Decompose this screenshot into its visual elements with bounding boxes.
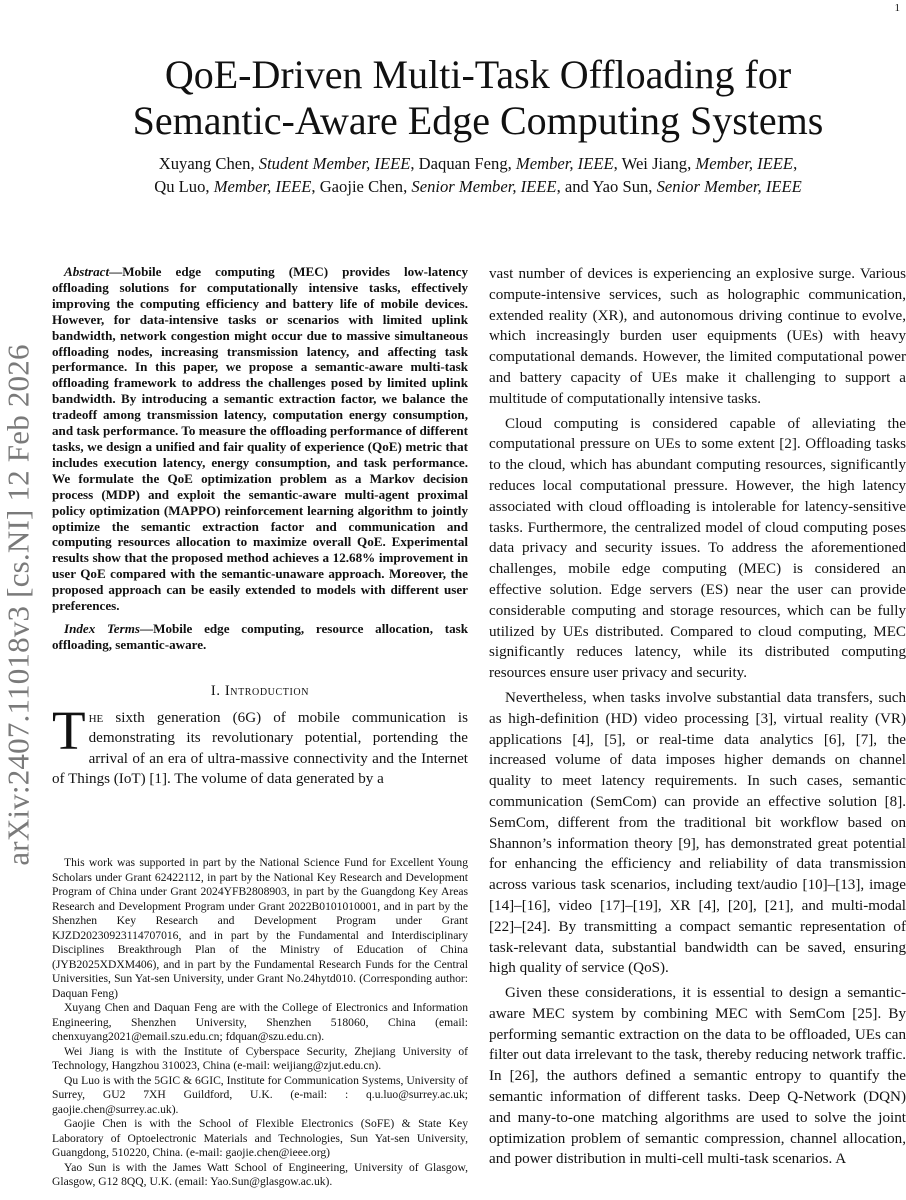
- footnote-affiliation: Xuyang Chen and Daquan Feng are with the College of Electronics and Information Engineering, Shenzhen University, Shenzhen 518060, China (email: chenxuyang2021@email.szu.edu.cn; fdquan@szu.edu.cn).: [52, 1001, 468, 1043]
- author-separator: ,: [793, 154, 798, 173]
- footnote-affiliation: Qu Luo is with the 5GIC & 6GIC, Institute for Communication Systems, University of Surrey, GU2 7XH Guildford, U.K. (e-mail: : q.u.luo@surrey.ac.uk; gaojie.chen@surrey.ac.uk).: [52, 1073, 468, 1116]
- page-number: 1: [894, 2, 900, 14]
- abstract-label: Abstract: [64, 264, 110, 279]
- left-column: [52, 264, 468, 789]
- section-number: I.: [210, 682, 225, 699]
- paper-title: [60, 52, 896, 144]
- author-role: Member, IEEE: [695, 154, 794, 173]
- paper-title-line-2: Semantic-Aware Edge Computing Systems: [132, 98, 824, 143]
- abstract-text: —Mobile edge computing (MEC) provides low-latency offloading solutions for computationally intensive tasks, effectively improving the computing efficiency and battery life of mobile devices. However, for data-intensive tasks or scenarios with limited uplink bandwidth, network congestion might occur due to massive simultaneous offloading nodes, increasing transmission latency, and affecting task performance. In this paper, we propose a semantic-aware multi-task offloading framework to address the challenges posed by limited uplink bandwidth. By introducing a semantic extraction factor, we balance the tradeoff among transmission latency, computation energy consumption, and task performance. To measure the offloading performance of different tasks, we design a unified and fair quality of experience (QoE) metric that includes execution latency, energy consumption, and task performance. We formulate the QoE optimization problem as a Markov decision process (MDP) and exploit the semantic-aware multi-agent proximal policy optimization (MAPPO) reinforcement learning algorithm to jointly optimize the semantic extraction factor and communication and computing resources allocation to maximize overall QoE. Experimental results show that the proposed method achieves a 12.68% improvement in user QoE compared with the semantic-unaware approach. Moreover, the proposed approach can be easily extended to models with different user preferences.: [52, 264, 468, 614]
- abstract: [52, 264, 468, 614]
- author-role: Senior Member, IEEE: [411, 177, 557, 196]
- drop-cap-word-rest: he: [88, 709, 104, 726]
- author-name: , Gaojie Chen,: [311, 177, 412, 196]
- drop-cap-letter: T: [52, 699, 86, 761]
- body-paragraph: Nevertheless, when tasks involve substantial data transfers, such as high-definition (HD) video processing [3], virtual reality (VR) applications [4], [5], or real-time data analytics [6], [7], the increased volume of data imposes higher demands on channel quality to meet latency requirements. In such cases, semantic communication (SemCom) can provide an effective solution [8]. SemCom, different from the traditional bit workflow based on Shannon’s information theory [9], has demonstrated great potential for enhancing the efficiency and reliability of data transmission across various task scenarios, including text/audio [10]–[13], image [14]–[16], video [17]–[19], XR [4], [20], [21], and multi-modal [22]–[24]. By transmitting a compact semantic representation of task-relevant data, substantial bandwidth can be saved, ensuring high quality of service (QoS).: [489, 689, 906, 977]
- author-name: Xuyang Chen,: [158, 154, 259, 173]
- body-paragraph: Cloud computing is considered capable of alleviating the computational pressure on UEs to some extent [2]. Offloading tasks to the cloud, which has abundant computing resources, significantly reduces local computational pressure. However, the high latency associated with cloud offloading is intolerable for latency-sensitive tasks. Furthermore, the centralized model of cloud computing poses data privacy and security issues. To address the aforementioned challenges, mobile edge computing (MEC) is considered an effective solution. Edge servers (ES) near the user can provide considerable computing and storage resources, which can be fully utilized by UEs distributed. Compared to cloud computing, MEC significantly reduces latency, while its distributed computing resources ensure user privacy and security.: [489, 415, 906, 682]
- paper-title-line-1: QoE-Driven Multi-Task Offloading for: [164, 52, 792, 97]
- author-role: Senior Member, IEEE: [656, 177, 802, 196]
- footnote-affiliation: Yao Sun is with the James Watt School of Engineering, University of Glasgow, Glasgow, G12 8QQ, U.K. (email: Yao.Sun@glasgow.ac.uk).: [52, 1160, 468, 1188]
- footnote-affiliation: Wei Jiang is with the Institute of Cyberspace Security, Zhejiang University of Technology, Hangzhou 310023, China (e-mail: weijiang@zjut.edu.cn).: [52, 1044, 468, 1072]
- introduction-paragraph: [52, 699, 468, 790]
- author-name: , Daquan Feng,: [410, 154, 516, 173]
- introduction-text: sixth generation (6G) of mobile communication is demonstrating its revolutionary potential, portending the arrival of an era of ultra-massive connectivity and the Internet of Things (IoT) [1]. The volume of data generated by a: [52, 709, 468, 787]
- author-name: , and Yao Sun,: [556, 177, 657, 196]
- section-heading-introduction: [52, 683, 468, 700]
- author-role: Member, IEEE: [515, 154, 614, 173]
- footnote-affiliation: Gaojie Chen is with the School of Flexible Electronics (SoFE) & State Key Laboratory of Optoelectronic Materials and Technologies, Sun Yat-sen University, Guangdong, 510220, China. (e-mail: gaojie.chen@ieee.org): [52, 1117, 468, 1159]
- footnote-funding: This work was supported in part by the National Science Fund for Excellent Young Scholars under Grant 62422112, in part by the National Key Research and Development Program of China under Grant 2024YFB2808903, in part by the Guangdong Key Areas Research and Development Program under Grant 2022B0101010001, and in part by the Shenzhen Key Research and Development Program under Grant KJZD20230923114707016, and in part by the Fundamental and Interdisciplinary Disciplines Breakthrough Plan of the Ministry of Education of China (JYB2025XDXM406), and in part by the Fundamental Research Funds for the Central Universities, Sun Yat-sen University, under Grant No.24hytd010. (Corresponding author: Daquan Feng): [52, 856, 468, 1000]
- author-name: , Wei Jiang,: [613, 154, 696, 173]
- arxiv-identifier-stamp: [2, 310, 36, 900]
- index-terms-label: Index Terms: [64, 620, 140, 636]
- index-terms-text: —Mobile edge computing, resource allocation, task offloading, semantic-aware.: [52, 620, 468, 652]
- body-paragraph: Given these considerations, it is essential to design a semantic-aware MEC system by combining MEC with SemCom [25]. By performing semantic extraction on the data to be offloaded, UEs can filter out data irrelevant to the task, thereby reducing network traffic. In [26], the authors defined a semantic entropy to quantify the semantic information of different tasks. Deep Q-Network (DQN) and many-to-one matching algorithms are used to solve the joint optimization problem of semantic compression, channel allocation, and power distribution in multi-cell multi-task scenarios. A: [489, 985, 906, 1168]
- arxiv-identifier-text: arXiv:2407.11018v3 [cs.NI] 12 Feb 2026: [1, 344, 37, 866]
- author-name: Qu Luo,: [154, 177, 214, 196]
- index-terms: [52, 621, 468, 653]
- author-role: Member, IEEE: [213, 177, 312, 196]
- section-title: Introduction: [224, 682, 310, 699]
- author-role: Student Member, IEEE: [258, 154, 411, 173]
- right-column: [489, 264, 906, 1170]
- footnotes: [52, 856, 468, 1190]
- author-list: [60, 152, 896, 198]
- body-paragraph: vast number of devices is experiencing an explosive surge. Various compute-intensive services, such as holographic communication, extended reality (XR), and autonomous driving continue to evolve, which increasingly burden user equipments (UEs) with heavy computational demands. However, the limited computational power and battery capacity of UEs make it challenging to support a multitude of computationally intensive tasks.: [489, 266, 906, 407]
